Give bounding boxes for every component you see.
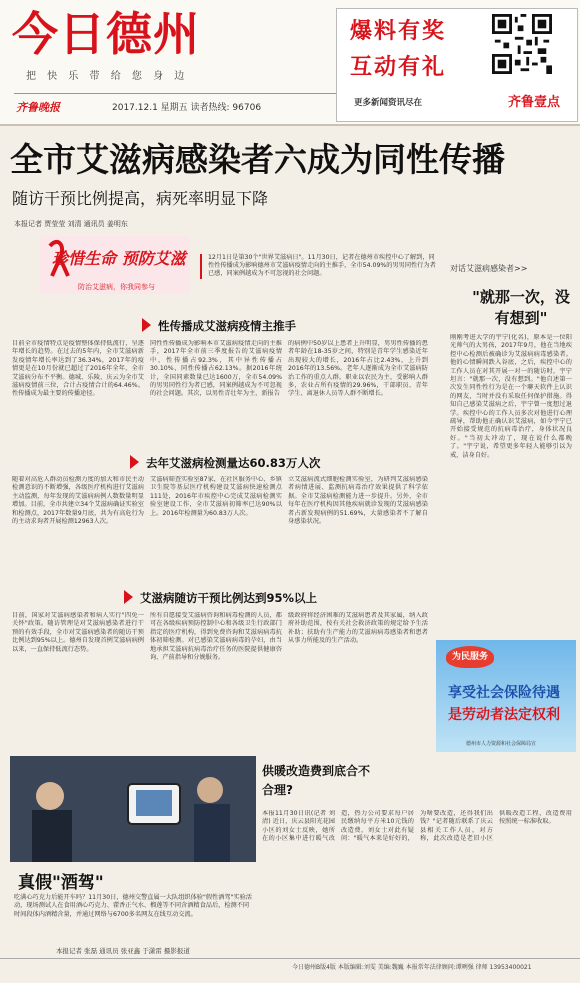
banner-subtitle: 防治艾滋病，你我同参与 xyxy=(78,283,155,291)
section-title-2: 去年艾滋病检测量达60.83万人次 xyxy=(146,456,321,470)
body-column-1-1: 目前全市疫情特点是疫情整体保持低流行，呈逐年增长的趋势。在过去的5年内，全市艾滋病新发疫情年增长率达到了36.34%，2017年的疫情更是在10月份就已超过了2016年全年，全市艾滋病分布不平衡。德城、乐陵、庆云为全市艾滋病疫情前三位，合计占疫情合计的64.46%。性传播成为最主要的传播途径。 xyxy=(12,340,144,398)
body-column-2-1: 同性性传播成为影响本市艾滋病疫情走向的主推手，2017年全市前三季度报告的艾滋病疫情中，性传播占92.3%，其中异性传播占30.10%，同性传播占62.13%。据2016年统计，全国同素数量已达1600万，全市54.09%的男男同性行为者已感，同案例越成为不可忽视的社会问题。其次，以男性青壮年为主，新报告 xyxy=(150,340,282,398)
body-column-2-3: 所有自愿接受艾滋病咨询和病毒检测的人员，都可在各级疾病预防控制中心和各级卫生行政部门指定的医疗机构，得到免费咨询和艾滋病病毒抗体初筛检测。对已感染艾滋病病毒的孕妇，由当地承担艾滋病抗病毒治疗任务的医院提供健康咨询、产前指导和分娩服务。 xyxy=(150,612,282,662)
photo-caption: 吃满心巧克力后能开车吗？11月30日，德州交警直属一大队组织体验"假性酒驾"实验活动，现场测试人在食用酒心巧克力、藿香正气水、榴莲等不同含酒精食品后，检测不同时间段体内酒精含量，并通过网络与6700多名网友在线互动交流。 xyxy=(14,894,252,918)
headline-rule xyxy=(0,124,580,126)
body-column-3-3: 级政府将经济困难的艾滋病患者及其家属，纳入政府补助范围，按有关社会救济政策的规定给予生活补助；扶助有生产能力的艾滋病病毒感染者和患者从事力所能及的生产活动。 xyxy=(288,612,428,645)
ad-headline-2: 是劳动者法定权利 xyxy=(448,707,560,723)
section-title-1: 性传播成艾滋病疫情主推手 xyxy=(158,319,296,333)
photo-credit: 本报记者 张磊 通讯员 张亚鑫 于潇雷 摄影报道 xyxy=(56,947,190,955)
slogan: 把 快 乐 带 给 您 身 边 xyxy=(26,71,189,82)
news-photo xyxy=(10,756,256,862)
ad-brand: 齐鲁壹点 xyxy=(508,95,561,110)
ad-footer: 德州市人力资源和社会保障局宣 xyxy=(466,741,537,747)
body-column-2-2: 艾滋病筛查实验室87家，在社区服务中心、乡镇卫生院等基层医疗机构建设艾滋病快速检测点111处，2016年市疾控中心完成艾滋病检测实验室建设工作，全市艾滋病初筛率已达90%以上。2016年检测量为60.83万人次。 xyxy=(150,476,282,517)
section-arrow-icon xyxy=(130,455,139,469)
body-column-1-3: 目前，国家对艾滋病感染者和病人实行"四免一关怀"政策。随访管理是对艾滋病感染者进行干预的有效手段，全市对艾滋病感染者的随访干预比例达到95%以上。德州自发现首例艾滋病病例以来，一直保持低流行态势。 xyxy=(12,612,144,653)
ad-subline: 更多新闻资讯尽在 xyxy=(354,98,423,108)
photo-title: 真假"酒驾" xyxy=(18,873,104,893)
section-arrow-icon xyxy=(124,590,133,604)
paper-name: 齐鲁晚报 xyxy=(16,101,60,114)
date-line: 2017.12.1 星期五 读者热线: 96706 xyxy=(112,103,262,113)
heating-title: 供暖改造费到底合不合理? xyxy=(262,764,371,797)
headline: 全市艾滋病感染者六成为同性传播 xyxy=(10,140,505,179)
ad-badge: 为民服务 xyxy=(446,646,494,668)
footer-rule xyxy=(0,958,580,959)
banner-title: 珍惜生命 预防艾滋 xyxy=(52,249,186,268)
byline: 本报记者 贾莹莹 刘清 通讯员 姜明东 xyxy=(14,220,128,228)
ad-line-2: 互动有礼 xyxy=(350,55,447,80)
heating-body: 本报11月30日讯(记者 刘清) 近日，庆云县阳光花园小区的刘女士反映，她所在的小区集中进行暖气改造，热力公司要求每户居民缴纳每平方米10元钱的改造费，刘女士对此有疑问："暖气本来是好好的，为啥要改造，还得我们出钱？"记者随后联系了庆云县相关工作人员，对方称，此次改造是老旧小区供暖改造工程，改造费用按照统一标准收取。 xyxy=(262,810,572,843)
page-footer: 今日德州B版4版 本版编辑:刘雯 美编:魏巍 本报常年法律顾问:谭咧强 律师 13953400021 xyxy=(292,964,532,971)
section-arrow-icon xyxy=(142,318,151,332)
body-column-3-1: 的病例中50岁以上患者上升明显，男男性传播的患者年龄在18-35岁之间，特别是青年学生感染近年出现较大的增长，2016年占比2.43%，上升到2016年的13.56%。老年人逐渐成为全市艾滋病防治工作的重点人群。职业以农民为主，受影响人群多，农业占所有疫情的29.96%，干部职员、青年学生、离退休人员等人群不断增长。 xyxy=(288,340,428,398)
sidebar-body: 刚刚考进大学的宇宁(化名)，原本是一位阳光帅气的大男孩，2017年9月，他在当地疾控中心检测后被确诊为艾滋病病毒感染者。他的心情瞬间跌入谷底，之后，疾控中心的工作人员在对其开展一对一的随访时，宇宁坦言："就那一次，没有想到。"他自述第一次发生同性性行为是在一个聊天软件上认识的网友，当时并没有采取任何保护措施。得知自己感染艾滋病之后，宇宁曾一度想过退学。疾控中心的工作人员多次对他进行心理疏导，帮助他正确认识艾滋病，如今宇宁已开始接受规范的抗病毒治疗，身体状况良好。"当初太冲动了，现在说什么都晚了。"宇宁说，希望更多年轻人能够引以为戒，洁身自好。 xyxy=(450,334,572,459)
qr-code-icon xyxy=(492,14,552,74)
body-column-1-2: 随着对高危人群动员检测力度的加大和市民主动检测意识的不断增强，各级医疗机构进行艾滋病主动监测，每年发现的艾滋病病例人数数量明显增加。目前，全市共建立34个艾滋病确证实验室和检测点，2017年数量9月底，共为有高危行为的主动求询者开展检测12963人次。 xyxy=(12,476,144,526)
section-title-3: 艾滋病随访干预比例达到95%以上 xyxy=(140,591,318,605)
masthead-divider xyxy=(14,93,354,94)
sidebar-label: 对话艾滋病感染者>> xyxy=(450,264,528,273)
subheadline: 随访干预比例提高，病死率明显下降 xyxy=(12,189,269,208)
newspaper-logo: 今日德州 xyxy=(12,7,200,61)
body-column-3-2: 立艾滋病流式细胞检测实验室，为研判艾滋病感染者病情进展、监测抗病毒治疗效果提供了科学依据。全市艾滋病检测能力进一步提升。另外，全市每年在医疗机构因其他疾病就诊发现的艾滋病感染者占新发现病例的51.69%，大量感染者不了解自身感染状况。 xyxy=(288,476,428,526)
ad-line-1: 爆料有奖 xyxy=(350,19,447,44)
sidebar-quote: "就那一次，没有想到" xyxy=(472,288,570,327)
intro-text: 12月1日是第30个"世界艾滋病日"。11月30日，记者在德州市疾控中心了解到，同性性传播成为影响德州市艾滋病疫情走向的主推手，全市54.09%的男男同性行为者已感，同案例越成为不可忽视的社会问题。 xyxy=(200,254,436,279)
ad-headline-1: 享受社会保险待遇 xyxy=(448,685,560,701)
